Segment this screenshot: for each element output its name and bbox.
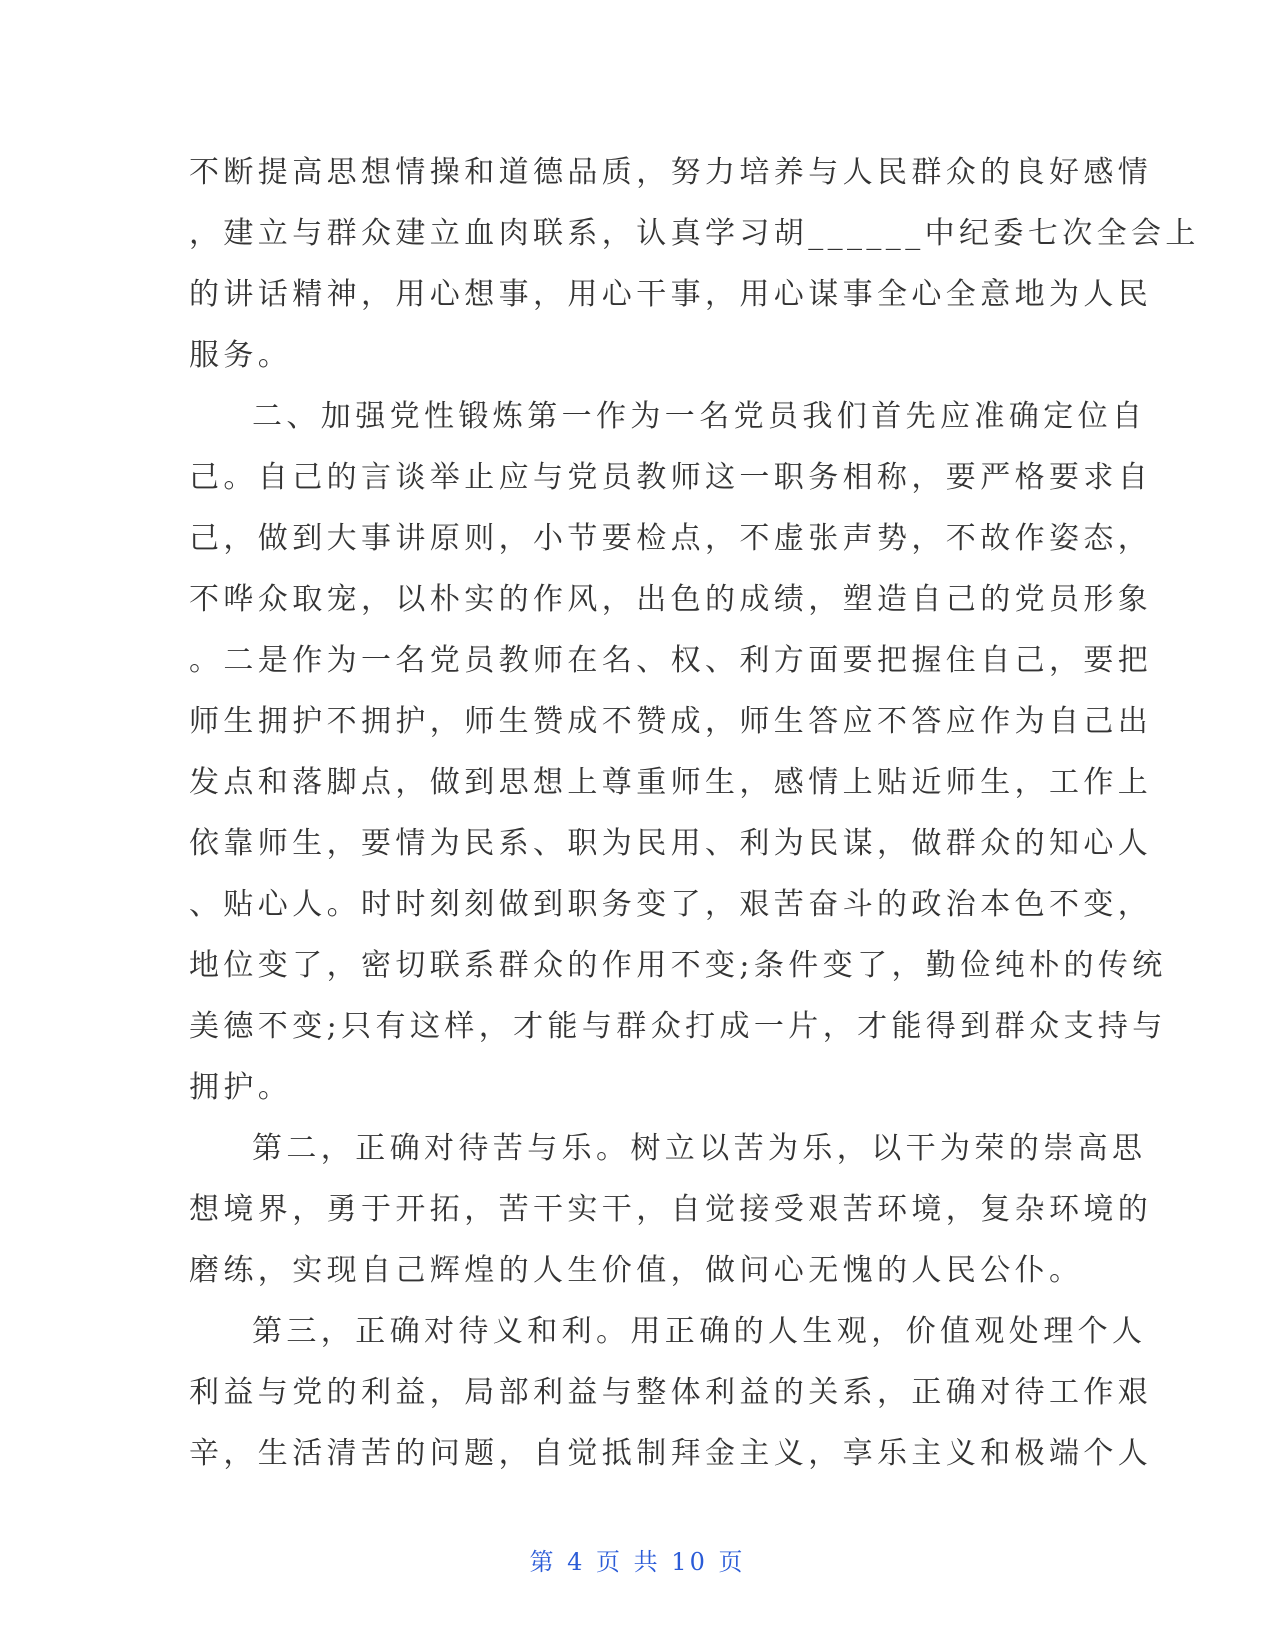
text-line: 服务。 (189, 338, 293, 373)
text-line: 利益与党的利益，局部利益与整体利益的关系，正确对待工作艰 (189, 1375, 1153, 1410)
text-line: 。二是作为一名党员教师在名、权、利方面要把握住自己，要把 (189, 643, 1153, 678)
body-text (189, 142, 1200, 1484)
page-number-footer: 第 4 页 共 10 页 (529, 1548, 746, 1576)
text-line: 的讲话精神，用心想事，用心干事，用心谋事全心全意地为人民 (189, 277, 1153, 312)
text-line: 二、加强党性锻炼第一作为一名党员我们首先应准确定位自 (252, 399, 1147, 434)
text-line: 不断提高思想情操和道德品质，努力培养与人民群众的良好感情 (189, 155, 1153, 190)
text-line: 己。自己的言谈举止应与党员教师这一职务相称，要严格要求自 (189, 460, 1153, 495)
text-line: 辛，生活清苦的问题，自觉抵制拜金主义，享乐主义和极端个人 (189, 1436, 1153, 1471)
text-line: 师生拥护不拥护，师生赞成不赞成，师生答应不答应作为自己出 (189, 704, 1153, 739)
text-line: 拥护。 (189, 1070, 293, 1105)
text-line: 不哗众取宠，以朴实的作风，出色的成绩，塑造自己的党员形象 (189, 582, 1153, 617)
text-line: 地位变了，密切联系群众的作用不变;条件变了，勤俭纯朴的传统 (189, 948, 1167, 983)
text-line: 美德不变;只有这样，才能与群众打成一片，才能得到群众支持与 (189, 1009, 1167, 1044)
text-line: 想境界，勇于开拓，苦干实干，自觉接受艰苦环境，复杂环境的 (189, 1192, 1153, 1227)
text-line: 己，做到大事讲原则，小节要检点，不虚张声势，不故作姿态， (189, 521, 1153, 556)
text-line: 磨练，实现自己辉煌的人生价值，做问心无愧的人民公仆。 (189, 1253, 1084, 1288)
text-line: ，建立与群众建立血肉联系，认真学习胡______中纪委七次全会上 (189, 216, 1200, 251)
text-line: 第三，正确对待义和利。用正确的人生观，价值观处理个人 (252, 1314, 1147, 1349)
text-line: 第二，正确对待苦与乐。树立以苦为乐，以干为荣的崇高思 (252, 1131, 1147, 1166)
text-line: 发点和落脚点，做到思想上尊重师生，感情上贴近师生，工作上 (189, 765, 1153, 800)
text-line: 、贴心人。时时刻刻做到职务变了，艰苦奋斗的政治本色不变， (189, 887, 1153, 922)
text-line: 依靠师生，要情为民系、职为民用、利为民谋，做群众的知心人 (189, 826, 1153, 861)
